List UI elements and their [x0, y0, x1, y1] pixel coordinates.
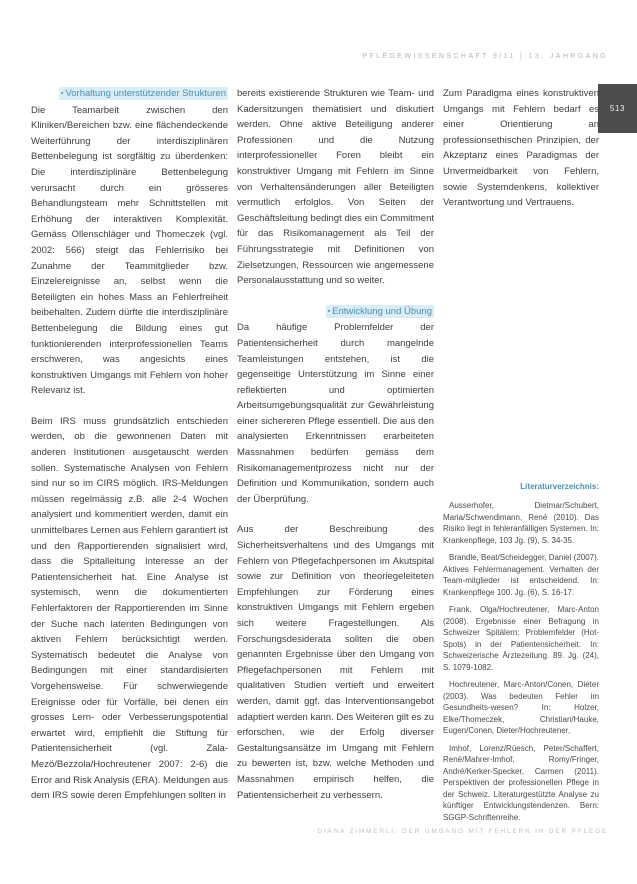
- paragraph: Zum Paradigma eines konstruktiven Umgangs mit Fehlern bedarf es einer Orientierung an professionsethischen Prinzipien, der Akzeptanz eines Paradigmas der Unvermeidbarkeit von Fehlern, sowie Systemdenkens, kollektiver Verantwortung und Vertrauens.: [443, 88, 599, 209]
- reference-item: Hochreutener, Marc-Anton/Conen, Dieter (2003). Was bedeuten Fehler im Gesundheits-wesen? In: Holzer, Elke/Thomeczek, Christian/Hauke, Eugen/Conen, Dieter/Hochreutener,: [443, 680, 599, 736]
- column-middle: [237, 86, 434, 829]
- heading-bullet-icon: ▪: [60, 90, 64, 97]
- heading-bullet-icon: ▪: [327, 307, 331, 315]
- column-right: [443, 86, 599, 829]
- paragraph: Da häufige Problemfelder der Patientensicherheit durch mangelnde Teamleistungen entstehen, ist die gegenseitige Unterstützung im Sinne einer reflektierten und optimierten Arbeitsumgebungsqualität zur Gewährleistung einer sichereren Pflege essentiell. Die aus den analysierten Erkenntnissen erarbeiteten Massnahmen bedürfen gemäss dem Risikomanagementprozess nicht nur der Definition und Kommunikation, sondern auch der Überprüfung.: [237, 322, 434, 505]
- reference-item: Frank, Olga/Hochreutener, Marc-Anton (2008). Ergebnisse einer Befragung in Schweizer Spitälern: Problemfelder (Hot-Spots) in der Patientensicherheit. In: Schweizerische Ärztezeitung. 89. Jg. (24), S. 1079-1082.: [443, 605, 599, 672]
- paragraph: Beim IRS muss grundsätzlich entschieden werden, ob die gewonnenen Daten mit anderen Institutionen ausgetauscht werden sollen. Systematische Analysen von Fehlern sind nur so im CIRS möglich. IRS-Meldungen müssen regelmässig z.B. alle 2-4 Wochen analysiert und kommentiert werden, damit ein unmittelbares Lernen aus Fehlern garantiert ist und den Rapportierenden signalisiert wird, dass die Spitalleitung Interesse an der Patientensicherheit hat. Eine Analyse ist systemisch, wenn die dokumentierten Fehlerfaktoren der Rapportierenden im Sinne der Suche nach latenten Bedingungen von aktiven Fehlern berücksichtigt werden. Systematisch bedeutet die Analyse von Bedingungen mit einer standardisierten Vorgehensweise. Für schwerwiegende Ereignisse oder für Vorfälle, bei denen ein grosses Lern- oder Verbesserungspotential erwartet wird, empfiehlt die Stiftung für Patientensicherheit (vgl. Zala-Mezö/Bezzola/Hochreutener 2007: 2-6) die Error and Risk Analysis (ERA). Meldungen aus dem IRS sowie deren Empfehlungen sollten in: [31, 415, 228, 802]
- section-heading-text: Entwicklung und Übung: [332, 305, 432, 317]
- section-heading-entwicklung: [237, 304, 434, 321]
- literature-heading: Literaturverzeichnis:: [520, 481, 599, 491]
- article-content: [31, 86, 599, 829]
- paragraph: bereits existierende Strukturen wie Team- und Kadersitzungen thematisiert und diskutiert werden. Ohne aktive Beteiligung anderer Professionen und die Nutzung interprofessioneller Foren bleibt ein konstruktiver Umgang mit Fehlern im Sinne von Verhaltensänderungen aller Beteiligten vermutlich erfolglos. Von Seiten der Geschäftsleitung bedingt dies ein Commitment für das Risikomanagement als Teil der Führungsstrategie mit Definitionen von Zielsetzungen, Ressourcen wie angemessene Personalausstattung und so weiter.: [237, 88, 434, 287]
- heading-highlight: [59, 87, 228, 100]
- reference-list: [443, 500, 599, 823]
- column-left: [31, 86, 228, 829]
- section-heading-vorhaltung: [31, 86, 228, 103]
- reference-item: Brandle, Beat/Scheidegger, Daniel (2007). Aktives Fehlermanagement. Verhalten der Team-mitglieder ist entscheidend. In: Krankenpflege 100. Jg. (6), S. 16-17.: [443, 553, 599, 597]
- page-number-badge: 513: [598, 84, 637, 133]
- reference-item: Imhof, Lorenz/Rüesch, Peter/Schaffert, René/Mahrer-Imhof, Romy/Fringer, André/Kerker-Specker, Carmen (2011). Perspektiven der professionellen Pflege in der Schweiz. Literaturgestützte Analyse zu künftiger Entwicklungstendenzen. Bern: SGGP-Schriftenreihe.: [443, 743, 599, 822]
- reference-item: Ausserhofer, Dietmar/Schubert, Maria/Schwendimann, René (2010). Das Risiko liegt in fehleranfälligen Systemen. In: Krankenpflege, 103 Jg. (9), S. 34-35.: [443, 501, 599, 545]
- section-heading-text: Vorhaltung unterstützender Strukturen: [65, 88, 226, 99]
- running-footer: DIANA ZIMMERLI: DER UMGANG MIT FEHLERN IN DER PFLEGE: [317, 828, 608, 835]
- heading-highlight: [326, 305, 434, 318]
- journal-header: PFLEGEWISSENSCHAFT 9/11 | 13. JAHRGANG: [362, 53, 608, 60]
- paragraph: Die Teamarbeit zwischen den Kliniken/Bereichen bzw. eine flächendeckende Weiterführung der interdisziplinären Bettenbelegung ist sorgfältig zu überdenken: Die interdisziplinäre Bettenbelegung verursacht durch ein grösseres Behandlungsteam mehr Schnittstellen mit Erhöhung der interaktiven Komplexität. Gemäss Ollenschläger und Thomeczek (vgl. 2002: 566) steigt das Fehlerrisiko bei Zunahme der Teammitglieder bzw. Einzelereignisse an, selbst wenn die Beteiligten ein hohes Mass an Fehlerfreiheit beibehalten. Zudem dürfte die interdisziplinäre Bettenbelegung die Bildung eines gut funktionierenden interprofessionellen Teams erschweren, was angesichts eines konstruktiven Umgangs mit Fehlern von hoher Relevanz ist.: [31, 104, 228, 397]
- paragraph: Aus der Beschreibung des Sicherheitsverhaltens und des Umgangs mit Fehlern von Pflegefachpersonen im Akutspital sowie zur Definition von theoriegeleiteten Empfehlungen zur Förderung eines konstruktiven Umgangs mit Fehlern ergeben sich weitere Fragestellungen. Als Forschungsdesiderata sollten die oben genannten Ergebnisse über den Umgang von Pflegefachpersonen mit Fehlern mit qualitativen Studien vertieft und erweitert werden, damit ggf. das Interventionsangebot adaptiert werden kann. Des Weiteren gilt es zu erforschen, wie der Erfolg diverser Gestaltungsansätze im Umgang mit Fehlern zu bewerten ist, bzw. welche Methoden und Massnahmen empirisch helfen, die Patientensicherheit zu verbessern.: [237, 524, 434, 801]
